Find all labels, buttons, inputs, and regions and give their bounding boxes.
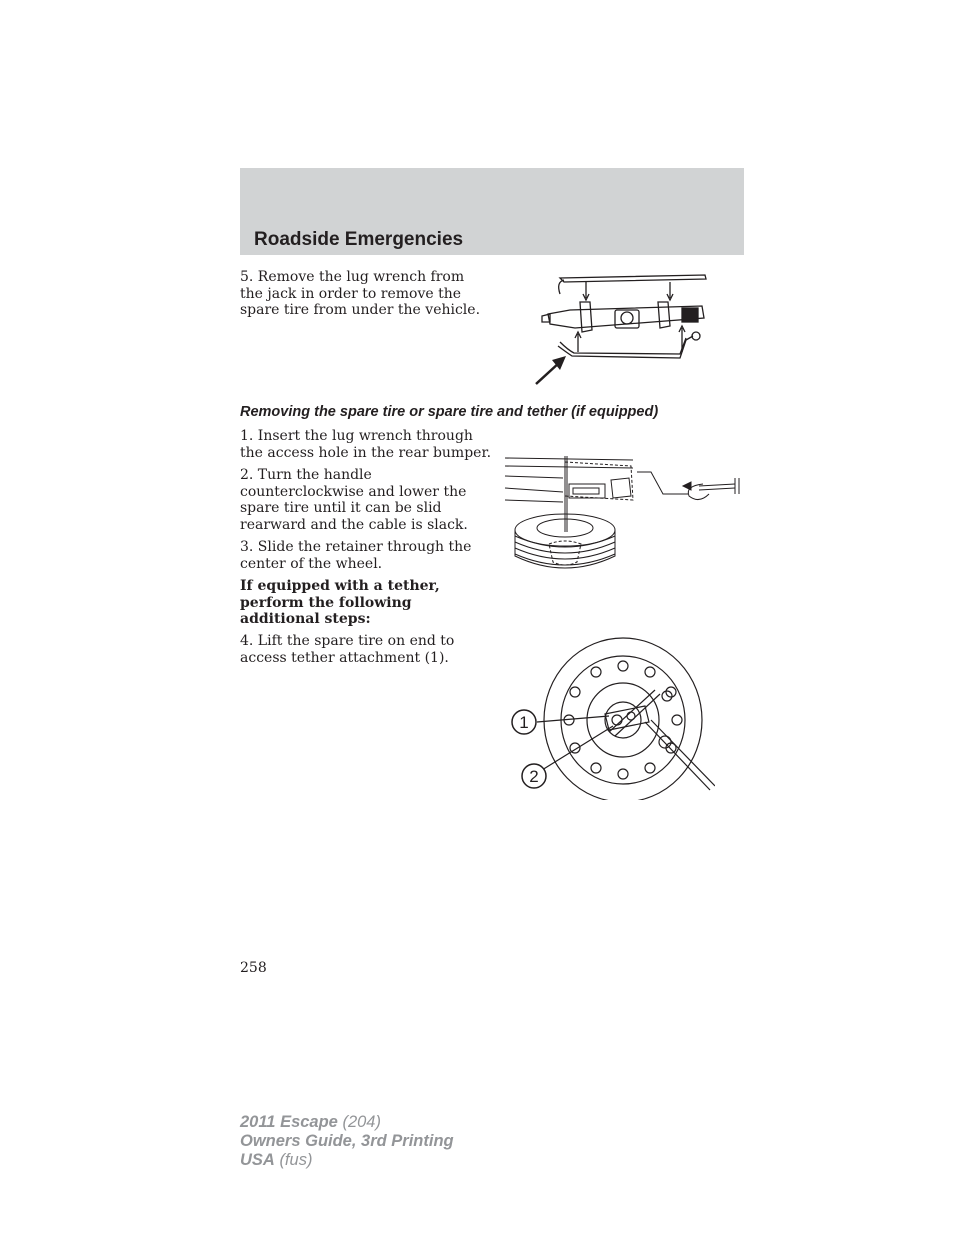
footer-region-code: (fus)	[279, 1151, 313, 1169]
page-number: 258	[240, 960, 267, 976]
removal-subheading: Removing the spare tire or spare tire and tether (if equipped)	[240, 404, 659, 420]
tether-attachment-illustration	[505, 630, 715, 800]
footer-region: USA	[240, 1151, 275, 1169]
tether-note: If equipped with a tether, perform the following additional steps:	[240, 578, 440, 627]
callout-1-label: 1	[519, 713, 529, 732]
step-3-text: 3. Slide the retainer through the center of the wheel.	[240, 539, 472, 572]
jack-lug-wrench-illustration	[530, 270, 710, 390]
step-5-text: 5. Remove the lug wrench from the jack in order to remove the spare tire from under the vehicle.	[240, 269, 481, 318]
footer-model-code: (204)	[342, 1113, 381, 1131]
step-4-text: 4. Lift the spare tire on end to access tether attachment (1).	[240, 633, 455, 666]
section-title: Roadside Emergencies	[254, 229, 464, 250]
document-footer	[240, 1113, 454, 1170]
footer-model: 2011 Escape	[240, 1113, 338, 1131]
callout-2-label: 2	[529, 767, 539, 786]
step-2-text: 2. Turn the handle counterclockwise and lower the spare tire until it can be slid rearward and the cable is slack.	[240, 467, 468, 533]
footer-guide: Owners Guide, 3rd Printing	[240, 1132, 454, 1150]
section-header-band	[240, 168, 744, 255]
spare-tire-lowering-illustration	[503, 452, 753, 580]
step-1-text: 1. Insert the lug wrench through the access hole in the rear bumper.	[240, 428, 492, 461]
